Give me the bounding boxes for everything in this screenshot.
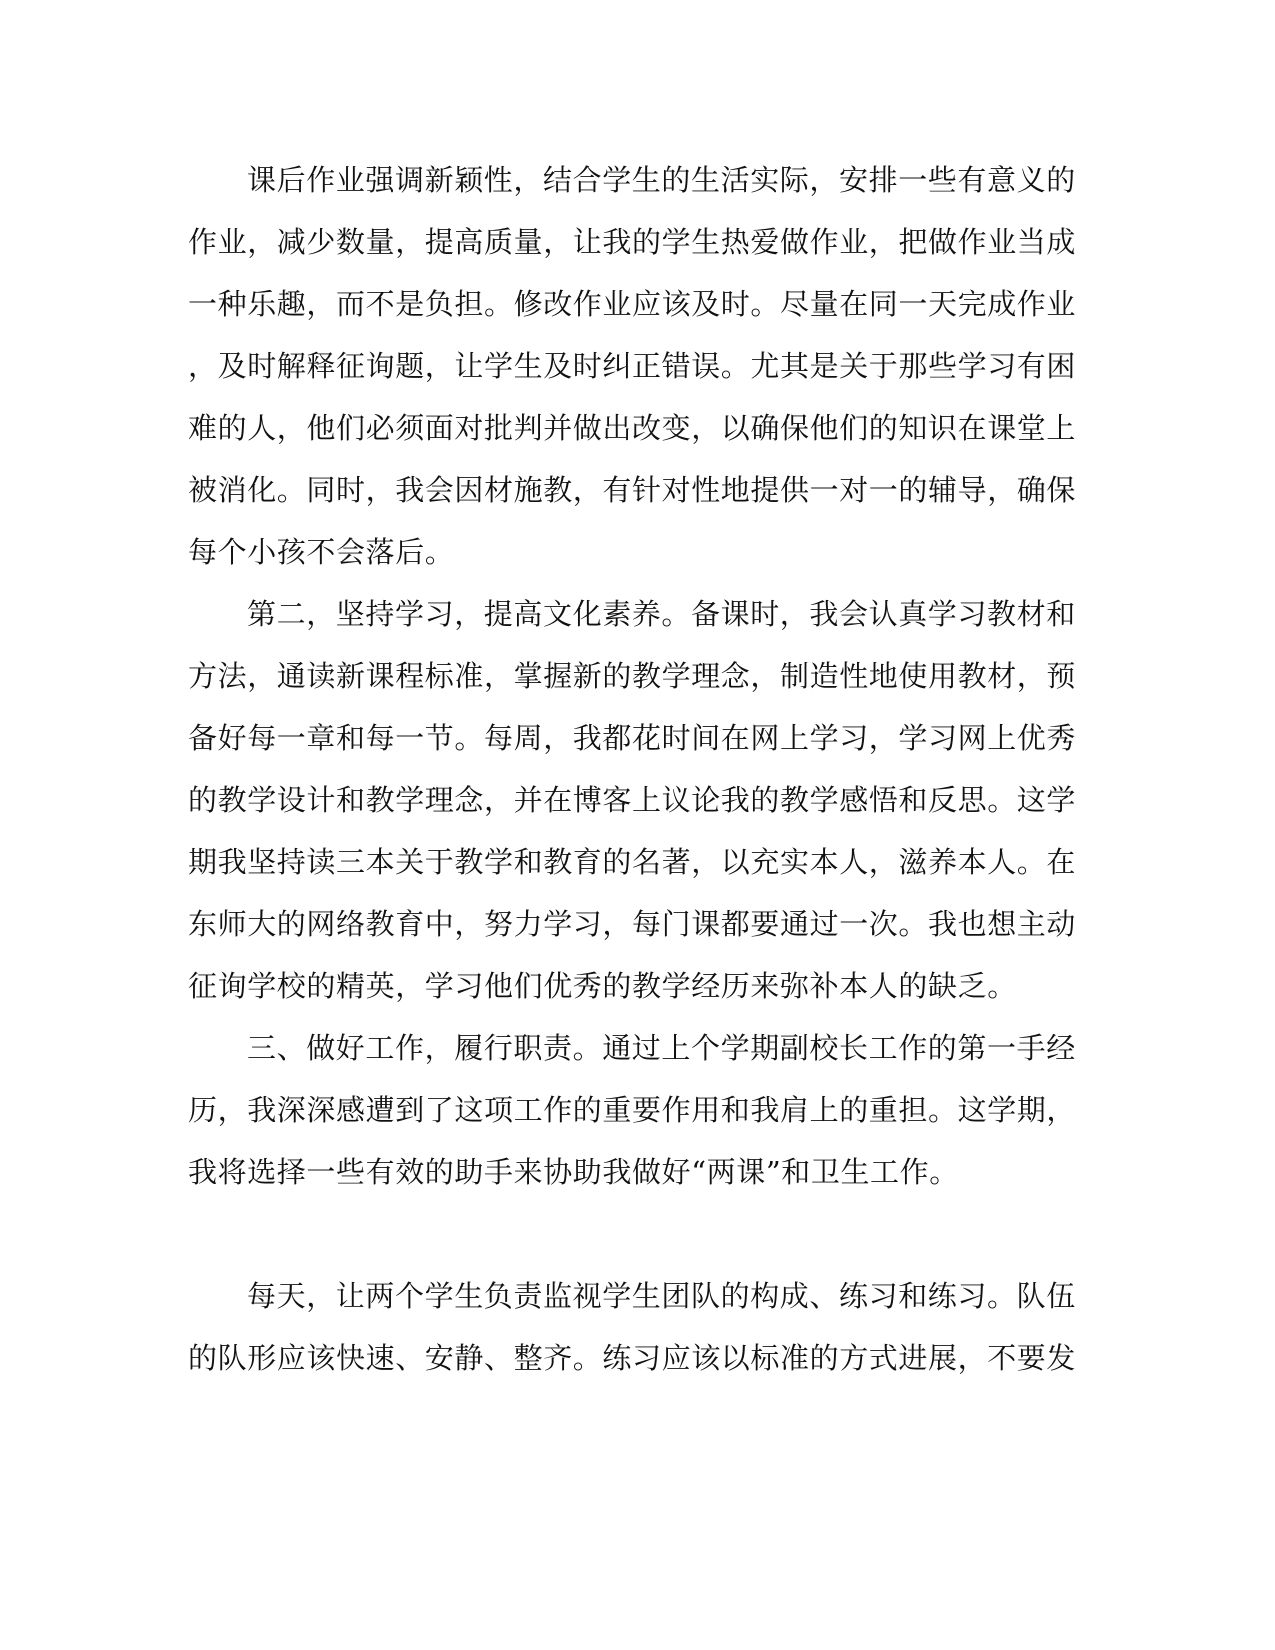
- text-line: 历，我深深感遭到了这项工作的重要作用和我肩上的重担。这学期，: [188, 1093, 1077, 1127]
- text-line: 课后作业强调新颖性，结合学生的生活实际，安排一些有意义的: [247, 163, 1076, 197]
- text-line: 难的人，他们必须面对批判并做出改变，以确保他们的知识在课堂上: [188, 411, 1077, 445]
- text-line: 作业，减少数量，提高质量，让我的学生热爱做作业，把做作业当成: [188, 225, 1077, 259]
- text-line: 我将选择一些有效的助手来协助我做好“两课”和卫生工作。: [188, 1155, 959, 1189]
- text-line: 的队形应该快速、安静、整齐。练习应该以标准的方式进展，不要发: [188, 1341, 1077, 1375]
- text-line: 期我坚持读三本关于教学和教育的名著，以充实本人，滋养本人。在: [188, 845, 1077, 879]
- text-line: 的教学设计和教学理念，并在博客上议论我的教学感悟和反思。这学: [188, 783, 1077, 817]
- text-line: ，及时解释征询题，让学生及时纠正错误。尤其是关于那些学习有困: [188, 349, 1077, 383]
- text-line: 第二，坚持学习，提高文化素养。备课时，我会认真学习教材和: [247, 597, 1076, 631]
- text-line: 一种乐趣，而不是负担。修改作业应该及时。尽量在同一天完成作业: [188, 287, 1077, 321]
- text-line: 备好每一章和每一节。每周，我都花时间在网上学习，学习网上优秀: [188, 721, 1077, 755]
- text-line: 方法，通读新课程标准，掌握新的教学理念，制造性地使用教材，预: [188, 659, 1077, 693]
- text-line: 每个小孩不会落后。: [188, 535, 455, 569]
- text-line: 被消化。同时，我会因材施教，有针对性地提供一对一的辅导，确保: [188, 473, 1077, 507]
- text-line: 每天，让两个学生负责监视学生团队的构成、练习和练习。队伍: [247, 1279, 1076, 1313]
- text-line: 三、做好工作，履行职责。通过上个学期副校长工作的第一手经: [247, 1031, 1076, 1065]
- text-line: 东师大的网络教育中，努力学习，每门课都要通过一次。我也想主动: [188, 907, 1077, 941]
- text-line: 征询学校的精英，学习他们优秀的教学经历来弥补本人的缺乏。: [188, 969, 1017, 1003]
